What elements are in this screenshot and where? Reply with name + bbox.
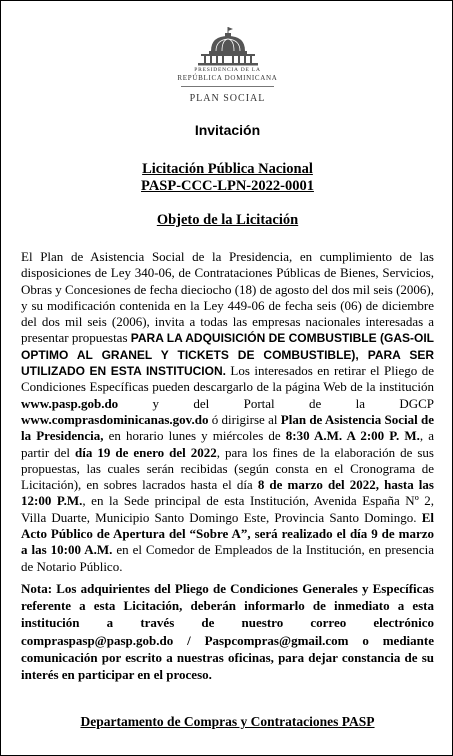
body-text-2: Los interesados en retirar el Pliego de Condiciones Específicas pueden descargarlo de la página Web de la institución xyxy=(21,363,434,395)
licitacion-code: PASP-CCC-LPN-2022-0001 xyxy=(141,178,314,194)
body-text-3: y del Portal de la DGCP xyxy=(118,395,434,411)
licitacion-heading: Licitación Pública Nacional xyxy=(142,161,313,177)
nota-paragraph: Nota: Los adquirientes del Pliego de Condiciones Generales y Específicas referente a esta Licitación, deberán informarlo de inmediato a esta institución a través de nuestro correo electrónico compraspasp@pasp.gob.do / Paspcompras@gmail.com o mediante comunicación por escrito a nuestras oficinas, para dejar constancia de su interés en participar en el proceso. xyxy=(21,581,434,683)
objeto-heading: Objeto de la Licitación xyxy=(156,212,299,228)
institution-name: Plan de Asistencia Social de la Presidencia, xyxy=(21,411,434,444)
palace-dome-icon xyxy=(193,27,263,67)
body-bold-subject: PARA LA ADQUISICIÓN DE COMBUSTIBLE (GAS-OIL OPTIMO AL GRANEL Y TICKETS DE COMBUSTIBLE), PARA SER UTILIZADO EN ESTA INSTITUCION. xyxy=(21,331,434,379)
page-title: Invitación xyxy=(194,122,261,138)
body-text-1: El Plan de Asistencia Social de la Presidencia, en cumplimiento de las disposiciones de Ley 340-06, de Contrataciones Públicas de Bienes, Servicios, Obras y Concesiones de fecha dieciocho (18) de agosto del dos mil seis (2006), y su modificación contenida en la Ley 449-06 de fecha seis (06) de diciembre del dos mil seis (2006), invita a todas las empresas nacionales interesadas a presentar propuestas xyxy=(21,249,435,346)
presidencia-line: PRESIDENCIA DE LA xyxy=(194,67,261,73)
url-dgcp: www.comprasdominicanas.gov.do xyxy=(21,411,209,427)
government-seal-logo xyxy=(1,27,453,67)
body-text-7: , para los fines de la elaboración de sus propuestas, las cuales serán recibidas (según consta en el Cronograma de Licitación), en sobres lacrados hasta el día xyxy=(21,444,434,493)
republica-line: REPÚBLICA DOMINICANA xyxy=(177,74,278,82)
start-date: día 19 de enero del 2022 xyxy=(75,444,217,460)
body-text-9: en el Comedor de Empleados de la Institución, en presencia de Notario Público. xyxy=(21,542,434,574)
url-pasp: www.pasp.gob.do xyxy=(21,395,119,411)
body-text-8: , en la Sede principal de esta Institución, Avenida España Nº 2, Villa Duarte, Municipio Santo Domingo Este, Provincia Santo Domingo. xyxy=(21,493,434,525)
body-text-5: en horario lunes y miércoles de xyxy=(103,428,286,444)
plan-social-label: PLAN SOCIAL xyxy=(189,93,266,104)
deadline-date: 8 de marzo del 2022, hasta las 12:00 P.M. xyxy=(21,477,434,509)
body-paragraph xyxy=(21,249,434,575)
body-text-4: ó dirigirse al xyxy=(208,411,281,427)
body-text-6: , a partir del xyxy=(21,428,434,460)
footer-department: Departamento de Compras y Contrataciones PASP xyxy=(80,714,375,729)
office-hours: 8:30 A.M. A 2:00 P. M. xyxy=(285,428,420,444)
opening-act: El Acto Público de Apertura del “Sobre A”, será realizado el día 9 de marzo a las 10:00 A.M. xyxy=(21,509,434,558)
header-divider xyxy=(181,86,274,87)
